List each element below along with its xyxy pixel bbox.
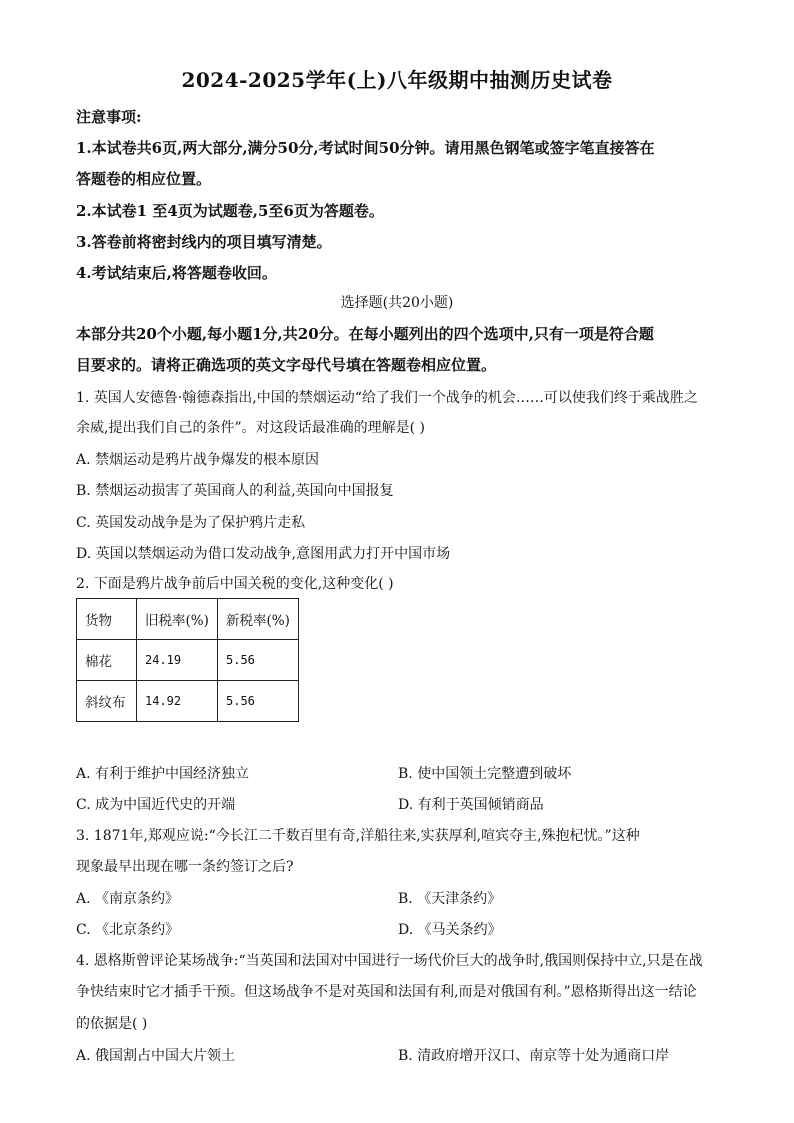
tariff-table [76, 598, 299, 722]
table-row [77, 681, 299, 722]
question-2-option: A. 有利于维护中国经济独立 [76, 766, 250, 782]
question-3-option: D. 《马关条约》 [398, 922, 502, 938]
table-row [77, 640, 299, 681]
section-intro: 本部分共20个小题,每小题1分,共20分。在每小题列出的四个选项中,只有一项是符合题 [76, 325, 654, 343]
table-cell: 24.19 [137, 640, 218, 681]
question-3-option: A. 《南京条约》 [76, 891, 180, 907]
question-1-option: C. 英国发动战争是为了保护鸦片走私 [76, 515, 306, 531]
question-4-stem: 4. 恩格斯曾评论某场战争:“当英国和法国对中国进行一场代价巨大的战争时,俄国则保持中立,只是在战 [76, 953, 703, 969]
notice-item: 1.本试卷共6页,两大部分,满分50分,考试时间50分钟。请用黑色钢笔或签字笔直接答在 [76, 139, 655, 157]
question-1-option: A. 禁烟运动是鸦片战争爆发的根本原因 [76, 452, 320, 468]
table-cell: 斜纹布 [77, 681, 137, 722]
question-3-stem: 3. 1871年,郑观应说:“今长江二千数百里有奇,洋船往来,实获厚利,喧宾夺主,殊抱杞忧。”这种 [76, 828, 640, 844]
page-title: 2024-2025学年(上)八年级期中抽测历史试卷 [181, 68, 613, 92]
section-intro: 目要求的。请将正确选项的英文字母代号填在答题卷相应位置。 [76, 356, 497, 374]
question-3-option: B. 《天津条约》 [398, 891, 502, 907]
notice-item: 4.考试结束后,将答题卷收回。 [76, 264, 277, 282]
question-4-stem: 的依据是( ) [76, 1016, 148, 1032]
question-2-option: C. 成为中国近代史的开端 [76, 797, 236, 813]
question-1-stem: 1. 英国人安德鲁·翰德森指出,中国的禁烟运动“给了我们一个战争的机会……可以使我们终于乘战胜之 [76, 390, 698, 406]
notice-item: 3.答卷前将密封线内的项目填写清楚。 [76, 233, 332, 251]
question-1-option: D. 英国以禁烟运动为借口发动战争,意图用武力打开中国市场 [76, 546, 451, 562]
question-2-option: D. 有利于英国倾销商品 [398, 797, 544, 813]
question-2-stem: 2. 下面是鸦片战争前后中国关税的变化,这种变化( ) [76, 576, 394, 592]
question-1-option: B. 禁烟运动损害了英国商人的利益,英国向中国报复 [76, 483, 394, 499]
question-3-option: C. 《北京条约》 [76, 922, 180, 938]
notice-item: 2.本试卷1 至4页为试题卷,5至6页为答题卷。 [76, 202, 384, 220]
table-header-cell: 货物 [77, 599, 137, 640]
section-heading: 选择题(共20小题) [340, 295, 454, 311]
table-cell: 5.56 [218, 640, 299, 681]
notice-heading: 注意事项: [76, 108, 142, 126]
question-3-stem: 现象最早出现在哪一条约签订之后? [76, 859, 294, 875]
question-2-option: B. 使中国领土完整遭到破坏 [398, 766, 572, 782]
table-cell: 5.56 [218, 681, 299, 722]
table-cell: 14.92 [137, 681, 218, 722]
notice-item: 答题卷的相应位置。 [76, 170, 212, 188]
table-header-cell: 新税率(%) [218, 599, 299, 640]
question-4-stem: 争快结束时它才插手干预。但这场战争不是对英国和法国有利,而是对俄国有利。”恩格斯得出这一结论 [76, 984, 697, 1000]
question-4-option: A. 俄国割占中国大片领土 [76, 1048, 236, 1064]
question-4-option: B. 清政府增开汉口、南京等十处为通商口岸 [398, 1048, 670, 1064]
question-1-stem: 余威,提出我们自己的条件”。对这段话最准确的理解是( ) [76, 420, 425, 436]
table-header-row [77, 599, 299, 640]
table-cell: 棉花 [77, 640, 137, 681]
table-header-cell: 旧税率(%) [137, 599, 218, 640]
